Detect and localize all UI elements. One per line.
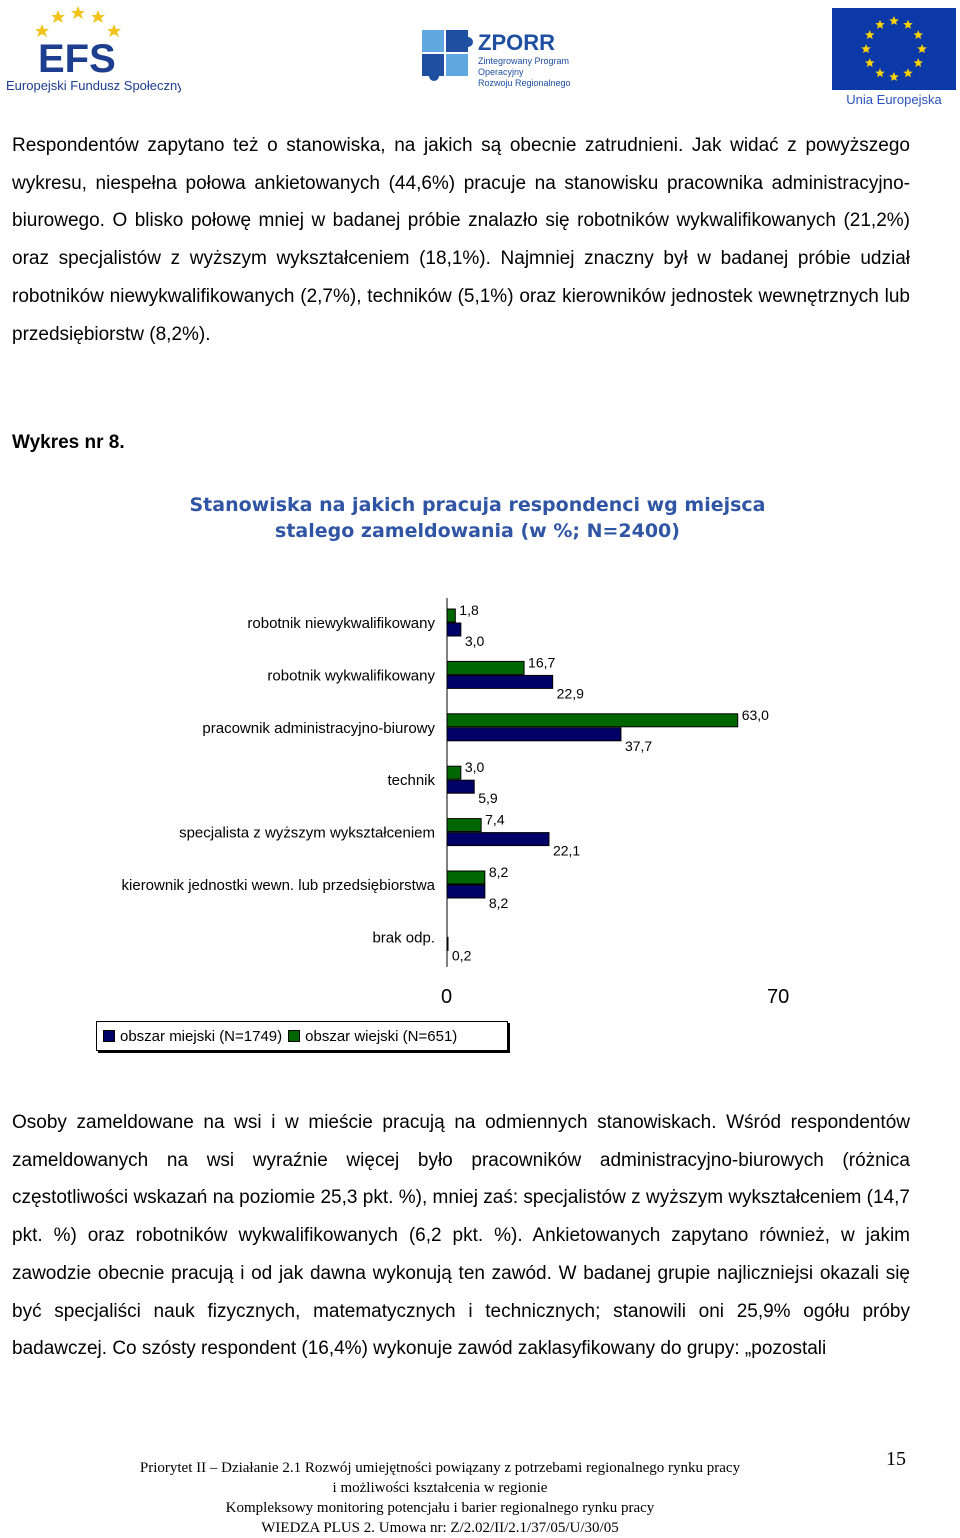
footer-line-1: Priorytet II – Działanie 2.1 Rozwój umiejętności powiązany z potrzebami regionalnego rynku pracy bbox=[139, 1460, 741, 1476]
eu-logo bbox=[832, 8, 956, 108]
efs-logo-text: EFS bbox=[38, 37, 116, 81]
eu-star-icon bbox=[903, 20, 913, 29]
zporr-logo bbox=[420, 22, 600, 94]
bar-urban bbox=[447, 780, 474, 793]
zporr-caption-3: Rozwoju Regionalnego bbox=[478, 78, 571, 88]
category-label: specjalista z wyższym wykształceniem bbox=[179, 824, 435, 842]
eu-star-icon bbox=[865, 30, 875, 39]
value-label-rural: 63,0 bbox=[741, 706, 769, 723]
bar-urban bbox=[447, 623, 461, 636]
eu-caption: Unia Europejska bbox=[846, 92, 942, 107]
value-label-urban: 22,9 bbox=[556, 685, 584, 702]
legend-swatch-urban bbox=[103, 1030, 115, 1042]
eu-star-icon bbox=[865, 58, 875, 67]
value-label-rural: 8,2 bbox=[488, 864, 509, 880]
zporr-logo-graphic bbox=[420, 22, 600, 94]
legend-swatch-rural bbox=[288, 1030, 300, 1042]
legend-item-rural bbox=[288, 1028, 457, 1045]
eu-star-icon bbox=[861, 44, 871, 53]
value-label-urban: 8,2 bbox=[488, 895, 509, 911]
eu-star-icon bbox=[889, 16, 899, 25]
category-label: technik bbox=[387, 772, 435, 790]
footer-line-3: Kompleksowy monitoring potencjału i barier regionalnego rynku pracy bbox=[225, 1500, 655, 1516]
bar-rural bbox=[447, 766, 461, 779]
footer-bottom bbox=[60, 1498, 820, 1538]
eu-star-icon bbox=[903, 68, 913, 77]
bar-urban bbox=[447, 833, 549, 846]
eu-star-icon bbox=[875, 20, 885, 29]
value-label-rural: 7,4 bbox=[485, 811, 505, 828]
eu-star-icon bbox=[875, 68, 885, 77]
value-label-rural: 3,0 bbox=[464, 759, 485, 776]
bar-rural bbox=[447, 714, 738, 727]
value-label-rural: 16,7 bbox=[528, 654, 556, 671]
paragraph-1: Respondentów zapytano też o stanowiska, na jakich są obecnie zatrudnieni. Jak widać z powyższego wykresu, niespełna połowa ankietowanych (44,6%) pracuje na stanowisku pracownika administracyjno-biurowego. O blisko połowę mniej w badanej próbie znalazło się robotników wykwalifikowanych (21,2%) oraz specjalistów z wyższym wykształceniem (18,1%). Najmniej znaczny był w badanej próbie udział robotników niewykwalifikowanych (2,7%), techników (5,1%) oraz kierowników jednostek wewnętrznych lub przedsiębiorstw (8,2%). bbox=[12, 135, 910, 345]
category-label: robotnik niewykwalifikowany bbox=[247, 615, 435, 632]
efs-logo-graphic bbox=[6, 4, 181, 96]
bar-urban bbox=[447, 675, 553, 688]
legend-label-urban: obszar miejski (N=1749) bbox=[120, 1027, 283, 1045]
eu-stars bbox=[832, 8, 956, 90]
figure-label: Wykres nr 8. bbox=[12, 432, 125, 453]
bar-rural bbox=[447, 819, 481, 832]
footer-top bbox=[60, 1458, 820, 1498]
zporr-caption-2: Operacyjny bbox=[478, 67, 524, 77]
value-label-urban: 22,1 bbox=[552, 842, 581, 859]
bar-urban bbox=[447, 885, 485, 898]
legend-label-rural: obszar wiejski (N=651) bbox=[305, 1027, 458, 1045]
value-label-urban: 0,2 bbox=[451, 947, 472, 964]
value-label-urban: 3,0 bbox=[464, 633, 485, 649]
page-number: 15 bbox=[886, 1448, 906, 1470]
puzzle-icon bbox=[422, 30, 473, 81]
bar-urban bbox=[447, 728, 621, 741]
value-label-urban: 37,7 bbox=[624, 737, 653, 754]
efs-logo bbox=[6, 4, 181, 96]
bar-rural bbox=[447, 609, 455, 622]
efs-caption: Europejski Fundusz Społeczny bbox=[6, 78, 181, 93]
star-icon bbox=[35, 6, 121, 37]
value-label-urban: 5,9 bbox=[478, 790, 498, 807]
zporr-logo-text: ZPORR bbox=[478, 30, 555, 55]
chart-legend bbox=[96, 1021, 508, 1051]
category-label: brak odp. bbox=[372, 929, 435, 947]
eu-star-icon bbox=[889, 72, 899, 81]
eu-star-icon bbox=[917, 44, 927, 53]
legend-item-urban bbox=[103, 1028, 282, 1045]
eu-star-icon bbox=[914, 30, 924, 39]
paragraph-2: Osoby zameldowane na wsi i w mieście pracują na odmiennych stanowiskach. Wśród respondentów zameldowanych na wsi wyraźnie więcej było pracowników administracyjno-biurowych (różnica częstotliwości wskazań na poziomie 25,3 pkt. %), mniej zaś: specjalistów z wyższym wykształceniem (14,7 pkt. %) oraz robotników wykwalifikowanych (6,2 pkt. %). Ankietowanych zapytano również, w jakim zawodzie obecnie pracują i od jak dawna wykonują ten zawód. W badanej grupie najliczniejsi okazali się być specjaliści nauk fizycznych, matematycznych i technicznych; stanowili oni 25,9% ogółu próby badawczej. Co szósty respondent (16,4%) wykonuje zawód zaklasyfikowany do grupy: „pozostali bbox=[12, 1112, 910, 1360]
category-label: pracownik administracyjno-biurowy bbox=[202, 719, 435, 737]
category-label: robotnik wykwalifikowany bbox=[267, 667, 435, 685]
zporr-caption-1: Zintegrowany Program bbox=[478, 56, 570, 66]
eu-flag-icon bbox=[832, 8, 956, 90]
tick-label-max: 70 bbox=[767, 986, 790, 1008]
footer-line-2: i możliwości kształcenia w regionie bbox=[332, 1480, 548, 1496]
category-label: kierownik jednostki wewn. lub przedsiębiorstwa bbox=[121, 877, 435, 894]
bar-chart bbox=[0, 585, 960, 1015]
value-label-rural: 1,8 bbox=[459, 602, 479, 618]
footer-line-4: WIEDZA PLUS 2. Umowa nr: Z/2.02/II/2.1/37/05/U/30/05 bbox=[261, 1520, 619, 1536]
chart-title: Stanowiska na jakich pracuja respondenci wg miejsca stalego zameldowania (w %; N=2400) bbox=[189, 494, 766, 542]
bar-rural bbox=[447, 661, 524, 674]
tick-label-min: 0 bbox=[441, 986, 453, 1008]
eu-star-icon bbox=[914, 58, 924, 67]
bar-rural bbox=[447, 871, 485, 884]
